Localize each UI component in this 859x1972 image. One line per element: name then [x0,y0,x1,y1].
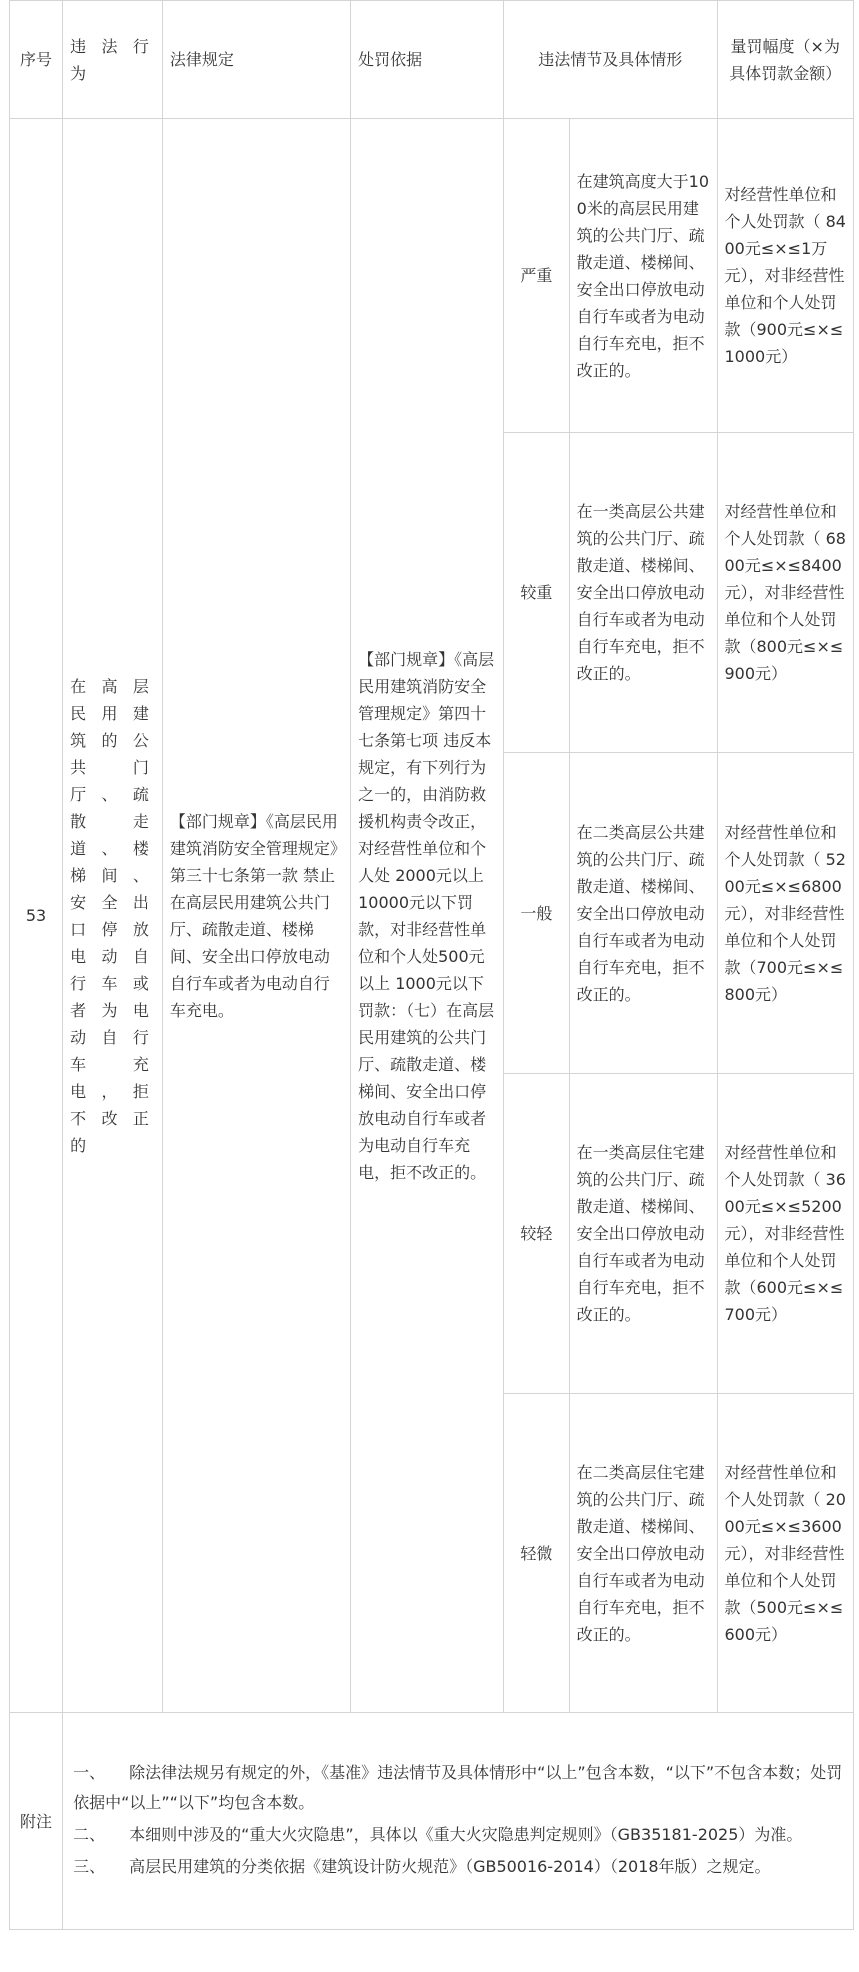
severity-level: 较重 [503,433,569,753]
penalty-table [9,0,854,1930]
circumstance-description: 在建筑高度大于100米的高层民用建筑的公共门厅、疏散走道、楼梯间、安全出口停放电动自行车或者为电动自行车充电，拒不改正的。 [569,119,717,433]
circumstance-description: 在二类高层住宅建筑的公共门厅、疏散走道、楼梯间、安全出口停放电动自行车或者为电动自行车充电，拒不改正的。 [569,1394,717,1713]
header-law: 法律规定 [162,1,350,119]
notes-row [10,1713,854,1930]
table-row [10,119,854,433]
penalty-range: 对经营性单位和个人处罚款（ 2000元≤×≤3600元），对非经营性单位和个人处罚款（500元≤×≤600元） [717,1394,854,1713]
severity-level: 严重 [503,119,569,433]
penalty-basis: 【部门规章】《高层民用建筑消防安全管理规定》第四十七条第七项 违反本规定，有下列行为之一的，由消防救援机构责令改正，对经营性单位和个人处 2000元以上 10000元以下罚款，对非经营性单位和个人处500元以上 1000元以下罚款：（七）在高层民用建筑的公共门厅、疏散走道、楼梯间、安全出口停放电动自行车或者为电动自行车充电，拒不改正的。 [351,119,504,1713]
notes-content [63,1713,854,1930]
penalty-range: 对经营性单位和个人处罚款（ 5200元≤×≤6800元），对非经营性单位和个人处罚款（700元≤×≤800元） [717,753,854,1074]
violation-act: 在高层民用建筑的公共门厅、疏散走道、楼梯间、安全出口停放电动自行车或者为电动自行车充电，拒不改正的 [63,119,163,1713]
penalty-range: 对经营性单位和个人处罚款（ 3600元≤×≤5200元），对非经营性单位和个人处罚款（600元≤×≤700元） [717,1074,854,1394]
header-range: 量罚幅度（×为具体罚款金额） [717,1,854,119]
row-number: 53 [10,119,63,1713]
note-item: 三、 高层民用建筑的分类依据《建筑设计防火规范》（GB50016-2014）（2018年版）之规定。 [73,1857,771,1876]
header-circumstance: 违法情节及具体情形 [503,1,717,119]
circumstance-description: 在一类高层住宅建筑的公共门厅、疏散走道、楼梯间、安全出口停放电动自行车或者为电动自行车充电，拒不改正的。 [569,1074,717,1394]
severity-level: 一般 [503,753,569,1074]
circumstance-description: 在二类高层公共建筑的公共门厅、疏散走道、楼梯间、安全出口停放电动自行车或者为电动自行车充电，拒不改正的。 [569,753,717,1074]
header-act: 违法行为 [63,1,163,119]
table-header-row [10,1,854,119]
penalty-range: 对经营性单位和个人处罚款（ 6800元≤×≤8400元），对非经营性单位和个人处罚款（800元≤×≤900元） [717,433,854,753]
penalty-range: 对经营性单位和个人处罚款（ 8400元≤×≤1万元），对非经营性单位和个人处罚款（900元≤×≤1000元） [717,119,854,433]
notes-label: 附注 [10,1713,63,1930]
note-item: 一、 除法律法规另有规定的外，《基准》违法情节及具体情形中“以上”包含本数，“以下”不包含本数；处罚依据中“以上”“以下”均包含本数。 [73,1763,843,1812]
header-basis: 处罚依据 [351,1,504,119]
severity-level: 较轻 [503,1074,569,1394]
circumstance-description: 在一类高层公共建筑的公共门厅、疏散走道、楼梯间、安全出口停放电动自行车或者为电动自行车充电，拒不改正的。 [569,433,717,753]
legal-provision: 【部门规章】《高层民用建筑消防安全管理规定》第三十七条第一款 禁止在高层民用建筑公共门厅、疏散走道、楼梯间、安全出口停放电动自行车或者为电动自行车充电。 [162,119,350,1713]
header-no: 序号 [10,1,63,119]
severity-level: 轻微 [503,1394,569,1713]
note-item: 二、 本细则中涉及的“重大火灾隐患”，具体以《重大火灾隐患判定规则》（GB35181-2025）为准。 [73,1825,803,1844]
